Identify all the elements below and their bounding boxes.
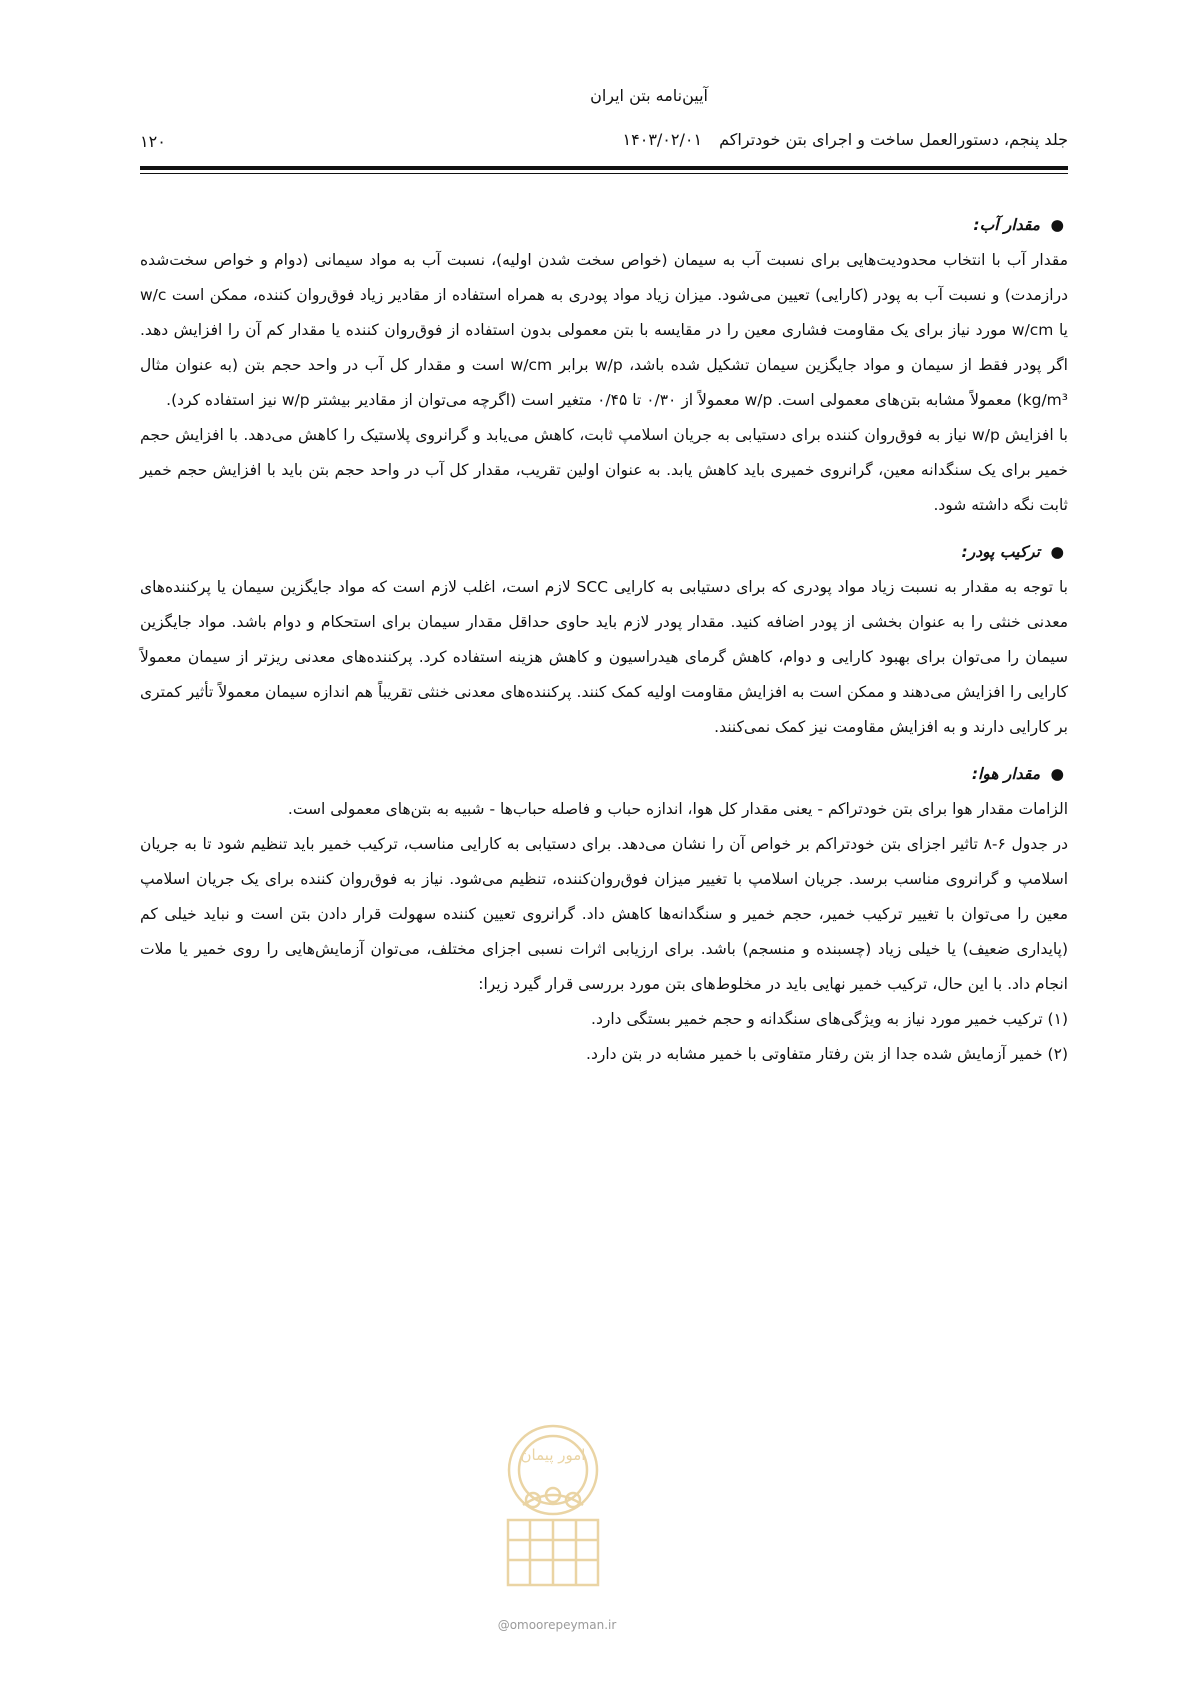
section-heading-text: ترکیب پودر:	[961, 543, 1040, 561]
paragraph: با توجه به مقدار به نسبت زیاد مواد پودری که برای دستیابی به کارایی SCC لازم است، اغلب لازم است که مواد جایگزین سیمان یا پرکننده‌های معدنی خنثی را به عنوان بخشی از پودر اضافه کنید. مقدار پودر لازم باید حاوی حداقل مقدار سیمان برای استحکام و دوام باشد. مواد جایگزین سیمان را می‌توان برای بهبود کارایی و دوام، کاهش گرمای هیدراسیون و کاهش هزینه استفاده کرد. پرکننده‌های معدنی ریزتر از سیمان معمولاً کارایی را افزایش می‌دهند و ممکن است به افزایش مقاومت اولیه کمک کنند. پرکننده‌های معدنی خنثی تقریباً هم اندازه سیمان معمولاً تأثیر کمتری بر کارایی دارند و به افزایش مقاومت نیز کمک نمی‌کنند.	[140, 578, 1068, 736]
paragraph: در جدول ۶-۸ تاثیر اجزای بتن خودتراکم بر خواص آن را نشان می‌دهد. برای دستیابی به کارایی مناسب، ترکیب خمیر باید تنظیم شود تا به جریان اسلامپ و گرانروی مناسب برسد. جریان اسلامپ با تغییر میزان فوق‌روان‌کننده، تنظیم می‌شود. نیاز به فوق‌روان کننده برای یک جریان اسلامپ معین را می‌توان با تغییر ترکیب خمیر، حجم خمیر و سنگدانه‌ها کاهش داد. گرانروی تعیین کننده سهولت قرار دادن بتن است و نباید خیلی کم (پایداری ضعیف) یا خیلی زیاد (چسبنده و منسجم) باشد. برای ارزیابی اثرات نسبی اجزای مختلف، می‌توان آزمایش‌هایی را روی خمیر یا ملات انجام داد. با این حال، ترکیب خمیر نهایی باید در مخلوط‌های بتن مورد بررسی قرار گیرد زیرا:	[140, 835, 1068, 993]
watermark-logo-text: امور پیمان	[520, 1446, 586, 1464]
page-body	[140, 208, 1068, 1072]
watermark-site: @omoorepeyman.ir	[497, 1618, 617, 1632]
section-heading-powder	[140, 535, 1068, 570]
page-header	[140, 86, 1068, 170]
paragraph: مقدار آب با انتخاب محدودیت‌هایی برای نسبت آب به سیمان (خواص سخت شدن اولیه)، نسبت آب به مواد سیمانی (دوام و خواص سخت‌شده درازمدت) و نسبت آب به پودر (کارایی) تعیین می‌شود. میزان زیاد مواد پودری به همراه استفاده از مقادیر زیاد فوق‌روان کننده، ممکن است w/c یا w/cm مورد نیاز برای یک مقاومت فشاری معین را در مقایسه با بتن معمولی بدون استفاده از فوق‌روان کننده یا مقدار کم آن را افزایش دهد. اگر پودر فقط از سیمان و مواد جایگزین سیمان تشکیل شده باشد، w/p برابر w/cm است و مقدار کل آب در واحد حجم بتن (به عنوان مثال kg/m³) معمولاً مشابه بتن‌های معمولی است. w/p معمولاً از ۰/۳۰ تا ۰/۴۵ متغیر است (اگرچه می‌توان از مقادیر بیشتر w/p نیز استفاده کرد).	[140, 251, 1068, 409]
list-item: (۲) خمیر آزمایش شده جدا از بتن رفتار متفاوتی با خمیر مشابه در بتن دارد.	[586, 1045, 1068, 1063]
volume-title: جلد پنجم، دستورالعمل ساخت و اجرای بتن خودتراکم	[719, 130, 1068, 149]
book-title: آیین‌نامه بتن ایران	[590, 86, 708, 105]
watermark-logo-icon	[488, 1410, 618, 1600]
list-item: (۱) ترکیب خمیر مورد نیاز به ویژگی‌های سنگدانه و حجم خمیر بستگی دارد.	[591, 1010, 1068, 1028]
section-heading-text: مقدار هوا:	[971, 765, 1040, 783]
section-heading-air	[140, 757, 1068, 792]
bullet-icon: ●	[1050, 765, 1064, 783]
header-divider-thin	[140, 173, 1068, 174]
bullet-icon: ●	[1050, 216, 1064, 234]
revision-date: ۱۴۰۳/۰۲/۰۱	[622, 130, 703, 149]
page-number: ۱۲۰	[140, 132, 166, 151]
header-divider-thick	[140, 166, 1068, 170]
section-heading-text: مقدار آب:	[973, 216, 1040, 234]
paragraph: الزامات مقدار هوا برای بتن خودتراکم - یعنی مقدار کل هوا، اندازه حباب و فاصله حباب‌ها - شبیه به بتن‌های معمولی است.	[287, 800, 1068, 818]
paragraph: با افزایش w/p نیاز به فوق‌روان کننده برای دستیابی به جریان اسلامپ ثابت، کاهش می‌یابد و گرانروی پلاستیک را کاهش می‌دهد. با افزایش حجم خمیر برای یک سنگدانه معین، گرانروی خمیری باید کاهش یابد. به عنوان اولین تقریب، مقدار کل آب در واحد حجم بتن باید با افزایش حجم خمیر ثابت نگه داشته شود.	[140, 426, 1068, 514]
bullet-icon: ●	[1050, 543, 1064, 561]
section-heading-water	[140, 208, 1068, 243]
volume-title-line	[623, 130, 1068, 149]
